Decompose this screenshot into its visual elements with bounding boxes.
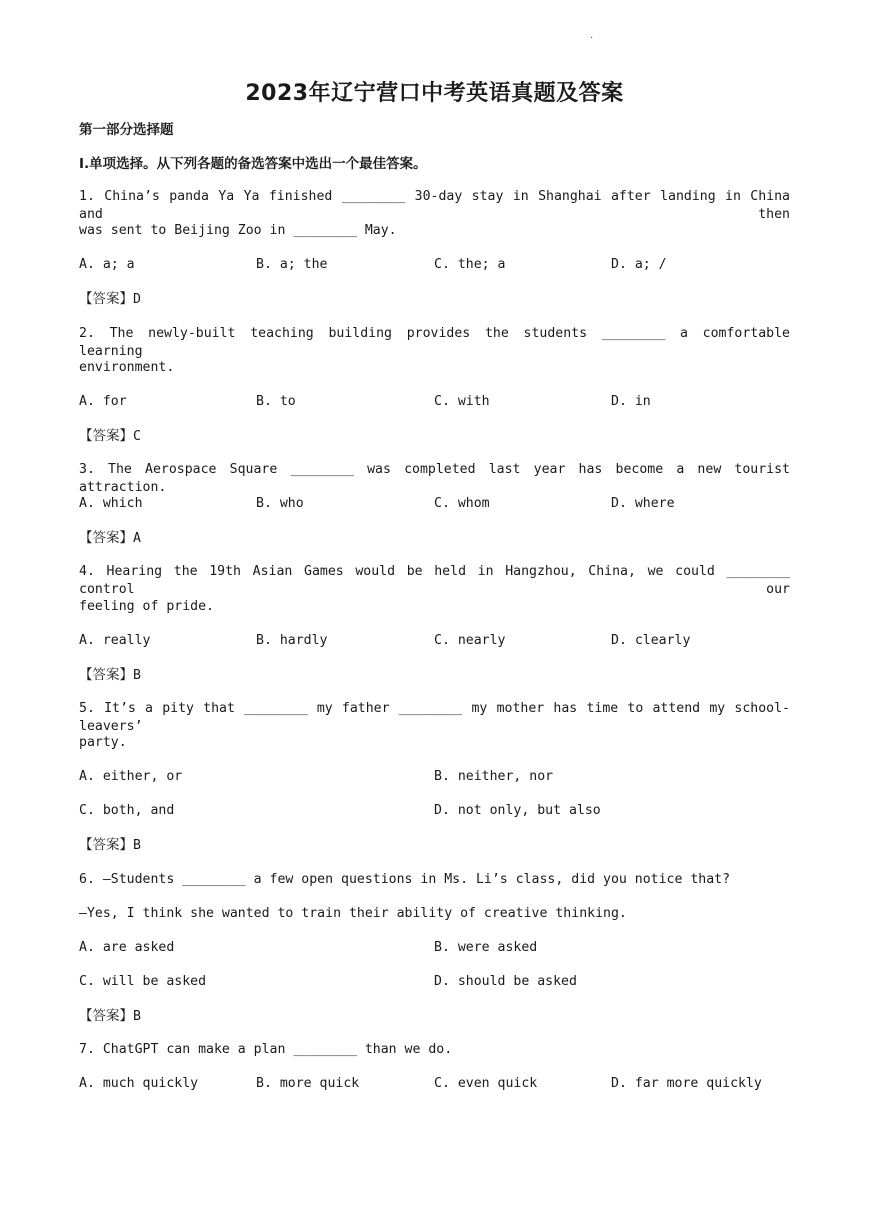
question-4-option-b: B. hardly [256, 633, 328, 648]
question-5-line-1: 5. It’s a pity that ________ my father ________ my mother has time to attend my school-leavers’ [79, 701, 790, 734]
question-7-option-b: B. more quick [256, 1076, 360, 1091]
question-3-option-a: A. which [79, 496, 143, 511]
question-2-line-1: 2. The newly-built teaching building provides the students ________ a comfortable learning [79, 326, 790, 359]
question-3-option-b: B. who [256, 496, 304, 511]
question-4-line-1: 4. Hearing the 19th Asian Games would be held in Hangzhou, China, we could ________ control our [79, 564, 790, 597]
answer-label: 【答案】 [79, 530, 133, 546]
question-1-option-a: A. a; a [79, 257, 135, 272]
question-6-line-1: 6. —Students ________ a few open questions in Ms. Li’s class, did you notice that? [79, 872, 731, 887]
question-7-option-a: A. much quickly [79, 1076, 199, 1091]
question-6-option-a: A. are asked [79, 940, 175, 955]
question-4-line-2: feeling of pride. [79, 599, 214, 614]
question-3-option-c: C. whom [434, 496, 490, 511]
question-1-option-c: C. the; a [434, 257, 506, 272]
question-5-option-a: A. either, or [79, 769, 183, 784]
question-7-option-d: D. far more quickly [611, 1076, 762, 1091]
question-5-option-c: C. both, and [79, 803, 175, 818]
question-5-option-b: B. neither, nor [434, 769, 554, 784]
question-4-option-a: A. really [79, 633, 151, 648]
question-2-option-a: A. for [79, 394, 127, 409]
question-2-option-b: B. to [256, 394, 296, 409]
question-6-line-2: —Yes, I think she wanted to train their ability of creative thinking. [79, 906, 627, 921]
answer-label: 【答案】 [79, 837, 133, 853]
answer-value: B [133, 1009, 141, 1024]
answer-value: B [133, 838, 141, 853]
question-4-option-c: C. nearly [434, 633, 506, 648]
question-6-answer [79, 1007, 141, 1026]
question-5-line-2: party. [79, 735, 127, 750]
section-heading: Ⅰ.单项选择。从下列各题的备选答案中选出一个最佳答案。 [79, 156, 427, 172]
answer-label: 【答案】 [79, 667, 133, 683]
answer-value: A [133, 531, 141, 546]
question-3-line-1: 3. The Aerospace Square ________ was completed last year has become a new tourist attraction. [79, 462, 790, 495]
question-3-answer [79, 529, 141, 548]
question-2-option-c: C. with [434, 394, 490, 409]
answer-value: B [133, 668, 141, 683]
question-2-answer [79, 427, 141, 446]
question-1-option-b: B. a; the [256, 257, 328, 272]
answer-value: D [133, 292, 141, 307]
answer-value: C [133, 429, 141, 444]
question-5-answer [79, 836, 141, 855]
question-5-option-d: D. not only, but also [434, 803, 601, 818]
document-title: 2023年辽宁营口中考英语真题及答案 [245, 81, 624, 106]
question-7-line-1: 7. ChatGPT can make a plan ________ than we do. [79, 1042, 453, 1057]
part-heading: 第一部分选择题 [79, 122, 174, 138]
answer-label: 【答案】 [79, 291, 133, 307]
question-2-option-d: D. in [611, 394, 651, 409]
question-1-line-2: was sent to Beijing Zoo in ________ May. [79, 223, 397, 238]
question-7-option-c: C. even quick [434, 1076, 538, 1091]
answer-label: 【答案】 [79, 428, 133, 444]
question-2-line-2: environment. [79, 360, 175, 375]
question-4-option-d: D. clearly [611, 633, 691, 648]
question-6-option-b: B. were asked [434, 940, 538, 955]
header-dot: . [590, 30, 594, 41]
question-3-option-d: D. where [611, 496, 675, 511]
question-1-line-1: 1. China’s panda Ya Ya finished ________ 30-day stay in Shanghai after landing in China and then [79, 189, 790, 222]
question-1-option-d: D. a; / [611, 257, 667, 272]
question-6-option-c: C. will be asked [79, 974, 207, 989]
question-4-answer [79, 666, 141, 685]
answer-label: 【答案】 [79, 1008, 133, 1024]
question-1-answer [79, 290, 141, 309]
question-6-option-d: D. should be asked [434, 974, 577, 989]
